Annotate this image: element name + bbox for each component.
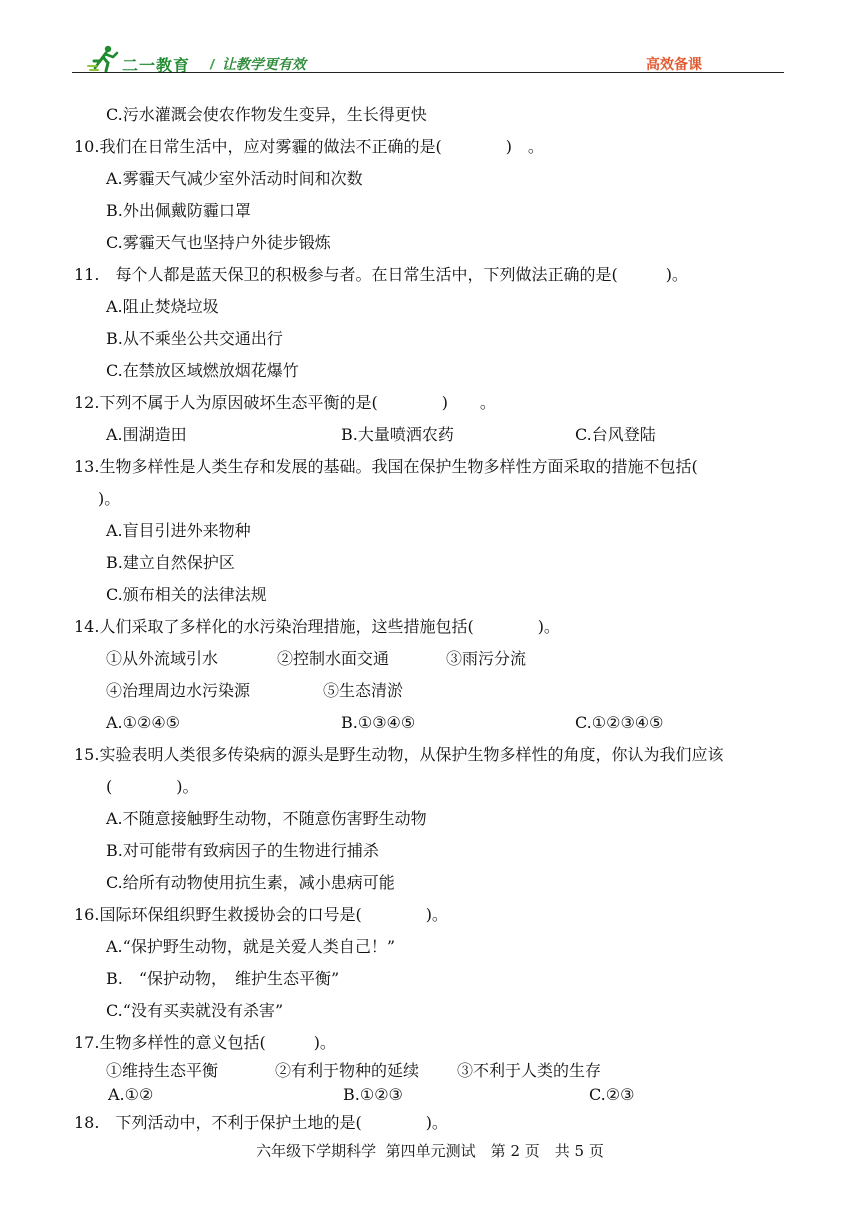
slogan-separator: / — [210, 56, 214, 72]
question-line: 13.生物多样性是人类生存和发展的基础。我国在保护生物多样性方面采取的措施不包括( — [74, 457, 698, 476]
running-man-logo-icon — [86, 44, 122, 74]
statement-item: ③雨污分流 — [446, 649, 527, 668]
option-line: A.“保护野生动物，就是关爱人类自己！” — [106, 937, 396, 956]
option-line: C.“没有买卖就没有杀害” — [106, 1001, 284, 1020]
question-line: 10.我们在日常生活中，应对雾霾的做法不正确的是( ) 。 — [74, 137, 544, 156]
question-line-cont: )。 — [98, 489, 121, 508]
option-line: C.在禁放区域燃放烟花爆竹 — [106, 361, 299, 380]
statement-item: ②有利于物种的延续 — [275, 1061, 420, 1080]
question-line: 16.国际环保组织野生救援协会的口号是( )。 — [74, 905, 448, 924]
statement-item: ②控制水面交通 — [277, 649, 390, 668]
option-line: B. “保护动物， 维护生态平衡” — [106, 969, 340, 988]
option-line: C.台风登陆 — [575, 425, 656, 444]
option-line: B.①③④⑤ — [341, 713, 416, 732]
brand-name: 二一教育 — [122, 58, 191, 75]
question-line: 14.人们采取了多样化的水污染治理措施，这些措施包括( )。 — [74, 617, 560, 636]
option-line: C.颁布相关的法律法规 — [106, 585, 267, 604]
statement-item: ⑤生态清淤 — [323, 681, 404, 700]
option-line: A.围湖造田 — [106, 425, 187, 444]
question-line: 17.生物多样性的意义包括( )。 — [74, 1033, 336, 1052]
option-line: C.污水灌溉会使农作物发生变异，生长得更快 — [106, 105, 427, 124]
option-line: A.雾霾天气减少室外活动时间和次数 — [106, 169, 363, 188]
option-line: C.雾霾天气也坚持户外徒步锻炼 — [106, 233, 331, 252]
header-tagline: 高效备课 — [646, 56, 702, 72]
question-line: 11. 每个人都是蓝天保卫的积极参与者。在日常生活中，下列做法正确的是( )。 — [74, 265, 688, 284]
header-slogan — [210, 54, 306, 74]
option-line: B.大量喷洒农药 — [341, 425, 454, 444]
option-line: A.①② — [108, 1085, 154, 1104]
header-divider — [72, 72, 784, 73]
option-line: A.①②④⑤ — [106, 713, 181, 732]
option-line: C.①②③④⑤ — [575, 713, 664, 732]
option-line: C.给所有动物使用抗生素，减小患病可能 — [106, 873, 395, 892]
question-line: 15.实验表明人类很多传染病的源头是野生动物，从保护生物多样性的角度，你认为我们应该 — [74, 745, 724, 764]
statement-item: ①维持生态平衡 — [106, 1061, 219, 1080]
statement-item: ④治理周边水污染源 — [106, 681, 251, 700]
option-line: A.盲目引进外来物种 — [106, 521, 251, 540]
option-line: B.对可能带有致病因子的生物进行捕杀 — [106, 841, 379, 860]
statement-item: ①从外流域引水 — [106, 649, 219, 668]
option-line: C.②③ — [589, 1085, 635, 1104]
option-line: B.①②③ — [343, 1085, 403, 1104]
question-line-cont: ( )。 — [106, 777, 199, 796]
question-line: 18. 下列活动中，不利于保护土地的是( )。 — [74, 1113, 448, 1132]
page-footer: 六年级下学期科学 第四单元测试 第 2 页 共 5 页 — [256, 1142, 604, 1160]
option-line: B.从不乘坐公共交通出行 — [106, 329, 283, 348]
option-line: A.不随意接触野生动物，不随意伤害野生动物 — [106, 809, 427, 828]
option-line: B.建立自然保护区 — [106, 553, 235, 572]
option-line: B.外出佩戴防霾口罩 — [106, 201, 251, 220]
question-line: 12.下列不属于人为原因破坏生态平衡的是( ) 。 — [74, 393, 496, 412]
statement-item: ③不利于人类的生存 — [457, 1061, 602, 1080]
option-line: A.阻止焚烧垃圾 — [106, 297, 219, 316]
slogan-text: 让教学更有效 — [221, 56, 306, 72]
